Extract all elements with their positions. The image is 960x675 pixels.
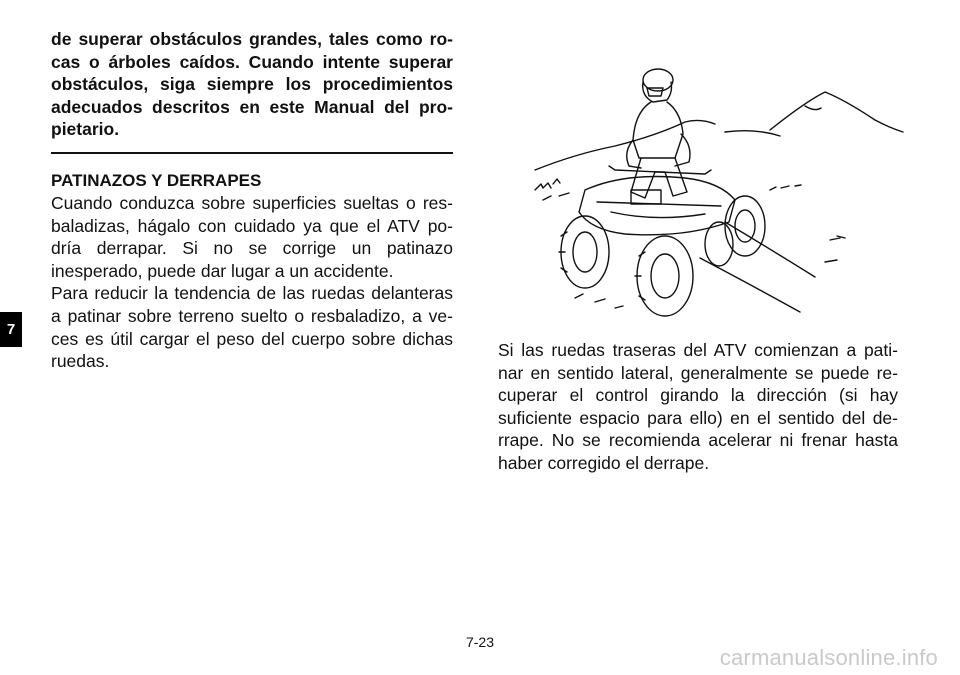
page-number: 7-23 xyxy=(465,634,495,650)
atv-rider-illustration xyxy=(515,62,905,332)
left-column xyxy=(51,28,453,373)
right-column xyxy=(498,339,898,475)
paragraph-2: Para reducir la tendencia de las ruedas delanteras a patinar sobre terreno suelto o resbaladizo, a ve-ces es útil cargar el peso del cuerpo sobre dichas ruedas. xyxy=(51,283,453,372)
warning-divider xyxy=(51,152,453,154)
warning-text: de superar obstáculos grandes, tales como ro-cas o árboles caídos. Cuando intente superar obstáculos, siga siempre los procedimientos adecuados descritos en este Manual del pro-pietario. xyxy=(51,29,453,140)
watermark: carmanualsonline.info xyxy=(719,645,938,670)
chapter-tab: 7 xyxy=(0,312,22,347)
section-heading: PATINAZOS Y DERRAPES xyxy=(51,170,262,190)
paragraph-right: Si las ruedas traseras del ATV comienzan a pati-nar en sentido lateral, generalmente se puede re-cuperar el control girando la dirección (si hay suficiente espacio para ello) en el sentido del de-rrape. No se recomienda acelerar ni frenar hasta haber corregido el derrape. xyxy=(498,340,898,473)
paragraph-1: Cuando conduzca sobre superficies sueltas o res-baladizas, hágalo con cuidado ya que el ATV po-dría derrapar. Si no se corrige un patinazo inesperado, puede dar lugar a un accidente. xyxy=(51,192,453,281)
